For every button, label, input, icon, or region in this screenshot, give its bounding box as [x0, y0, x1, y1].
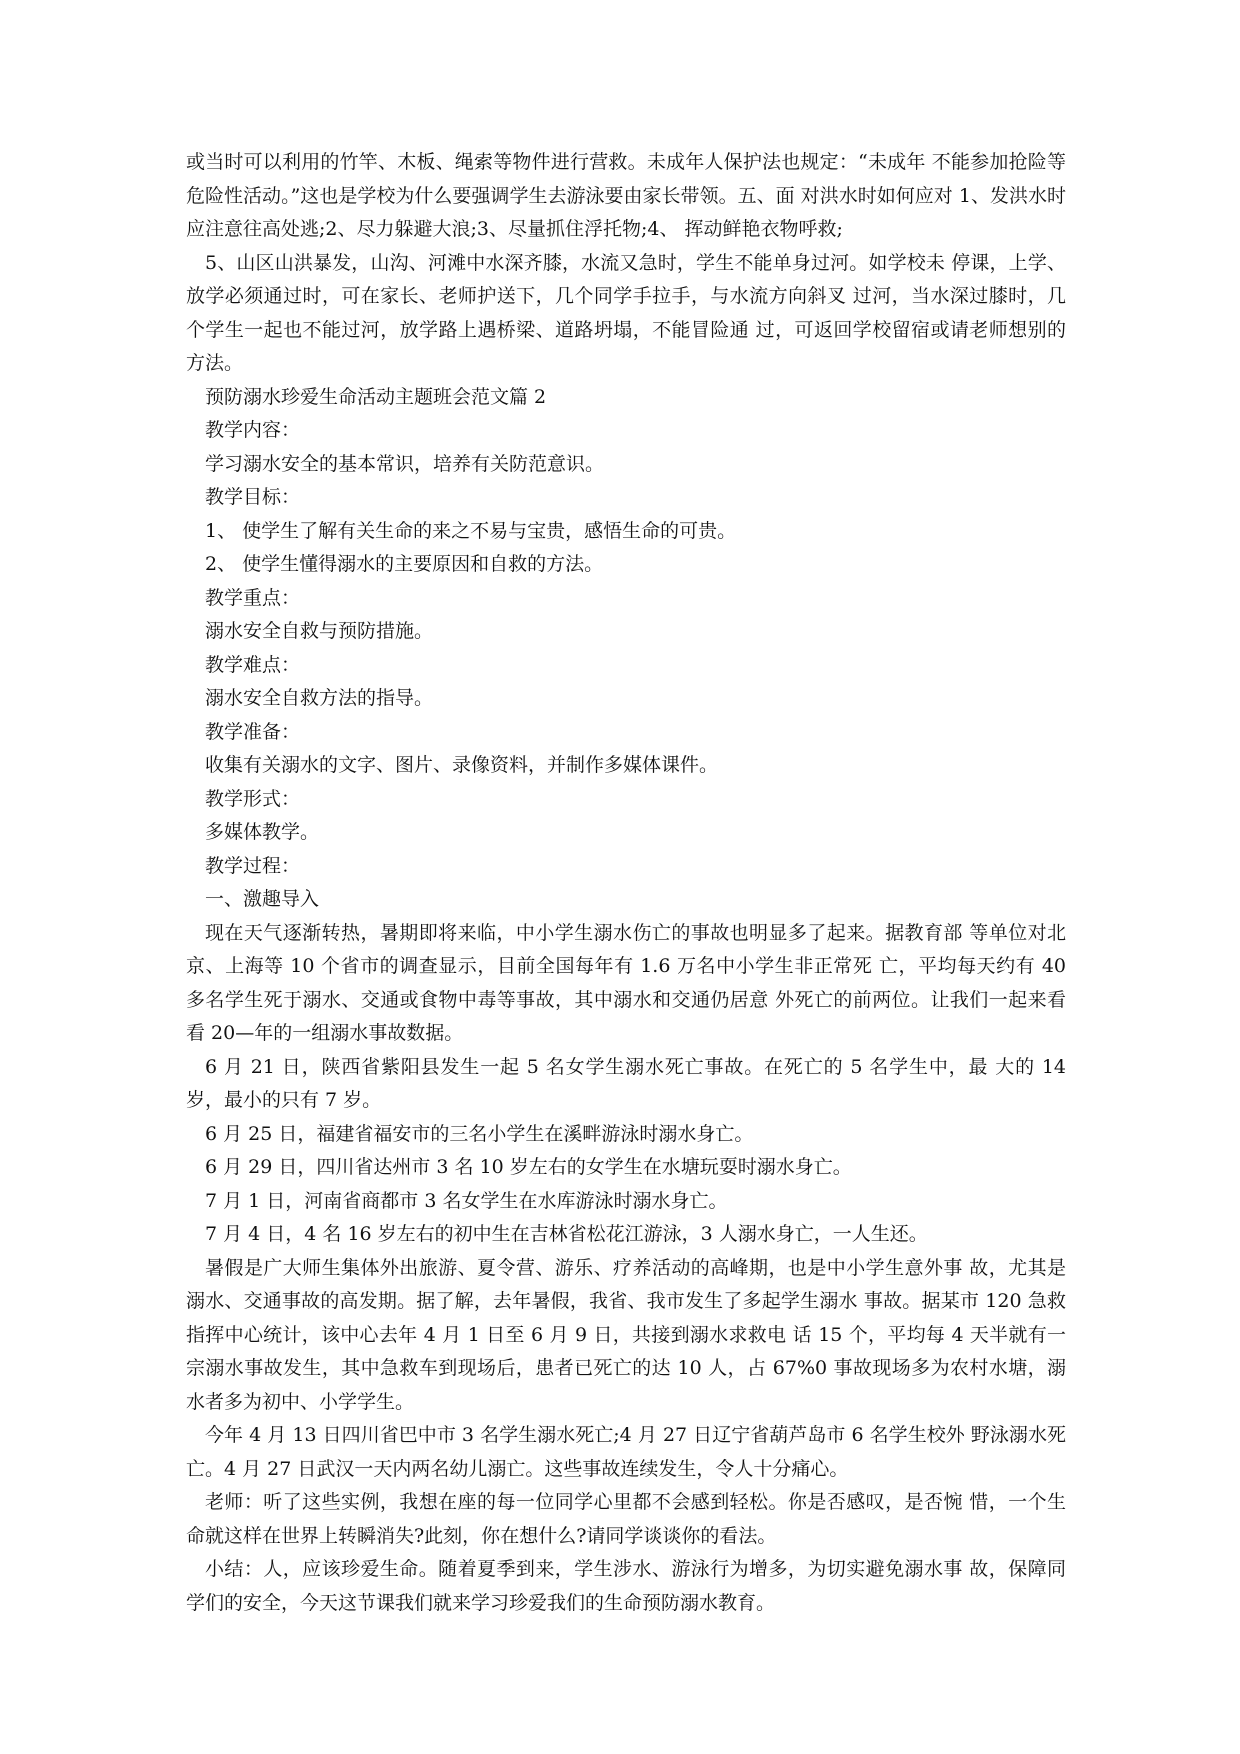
list-item: 1、 使学生了解有关生命的来之不易与宝贵，感悟生命的可贵。 [205, 519, 737, 542]
subheading-introduction: 一、激趣导入 [205, 888, 320, 910]
paragraph: 学习溺水安全的基本常识，培养有关防范意识。 [205, 452, 605, 475]
heading-preparation: 教学准备： [205, 720, 301, 743]
paragraph: 溺水安全自救方法的指导。 [205, 687, 434, 709]
paragraph: 7 月 4 日，4 名 16 岁左右的初中生在吉林省松花江游泳，3 人溺水身亡，一人生还。 [205, 1223, 928, 1245]
document-body [186, 146, 1066, 1620]
paragraph: 收集有关溺水的文字、图片、录像资料，并制作多媒体课件。 [205, 754, 719, 776]
paragraph: 今年 4 月 13 日四川省巴中市 3 名学生溺水死亡;4 月 27 日辽宁省葫芦岛市 6 名学生校外 野泳溺水死亡。4 月 27 日武汉一天内两名幼儿溺亡。这些事故连续发生，令人十分痛心。 [186, 1424, 1066, 1480]
paragraph: 暑假是广大师生集体外出旅游、夏令营、游乐、疗养活动的高峰期，也是中小学生意外事 故，尤其是溺水、交通事故的高发期。据了解，去年暑假，我省、我市发生了多起学生溺水 事故。据某市 120 急救指挥中心统计，该中心去年 4 月 1 日至 6 月 9 日，共接到溺水求救电 话 15 个，平均每 4 天半就有一宗溺水事故发生，其中急救车到现场后，患者已死亡的达 10 人，占 67%0 事故现场多为农村水塘，溺水者多为初中、小学学生。 [186, 1256, 1066, 1413]
paragraph: 7 月 1 日，河南省商都市 3 名女学生在水库游泳时溺水身亡。 [205, 1189, 728, 1212]
paragraph: 6 月 25 日，福建省福安市的三名小学生在溪畔游泳时溺水身亡。 [205, 1122, 754, 1145]
heading-teaching-content: 教学内容： [205, 419, 301, 441]
heading-difficulties: 教学难点： [205, 653, 301, 676]
paragraph: 6 月 21 日，陕西省紫阳县发生一起 5 名女学生溺水死亡事故。在死亡的 5 名学生中，最 大的 14 岁，最小的只有 7 岁。 [186, 1055, 1066, 1111]
heading-teaching-form: 教学形式： [205, 787, 301, 810]
paragraph: 多媒体教学。 [205, 821, 320, 843]
paragraph: 现在天气逐渐转热，暑期即将来临，中小学生溺水伤亡的事故也明显多了起来。据教育部 等单位对北京、上海等 10 个省市的调查显示，目前全国每年有 1.6 万名中小学生非正常死 亡，平均每天约有 40 多名学生死于溺水、交通或食物中毒等事故，其中溺水和交通仍居意 外死亡的前两位。让我们一起来看看 20—年的一组溺水事故数据。 [186, 921, 1066, 1044]
paragraph: 小结：人，应该珍爱生命。随着夏季到来，学生涉水、游泳行为增多，为切实避免溺水事 故，保障同学们的安全，今天这节课我们就来学习珍爱我们的生命预防溺水教育。 [186, 1558, 1066, 1614]
list-item: 2、 使学生懂得溺水的主要原因和自救的方法。 [205, 553, 604, 575]
heading-key-points: 教学重点： [205, 586, 301, 609]
paragraph: 老师：听了这些实例，我想在座的每一位同学心里都不会感到轻松。你是否感叹，是否惋 惜，一个生命就这样在世界上转瞬消失?此刻，你在想什么?请同学谈谈你的看法。 [186, 1491, 1066, 1547]
paragraph: 5、山区山洪暴发，山沟、河滩中水深齐膝，水流又急时，学生不能单身过河。如学校未 停课，上学、放学必须通过时，可在家长、老师护送下，几个同学手拉手，与水流方向斜叉 过河，当水深过膝时，几个学生一起也不能过河，放学路上遇桥梁、道路坍塌，不能冒险通 过，可返回学校留宿或请老师想别的方法。 [186, 251, 1066, 374]
heading-teaching-goals: 教学目标： [205, 486, 301, 508]
paragraph: 溺水安全自救与预防措施。 [205, 620, 434, 642]
paragraph: 6 月 29 日，四川省达州市 3 名 10 岁左右的女学生在水塘玩耍时溺水身亡。 [205, 1156, 852, 1178]
heading-teaching-process: 教学过程： [205, 854, 301, 877]
paragraph: 或当时可以利用的竹竿、木板、绳索等物件进行营救。未成年人保护法也规定：“未成年 不能参加抢险等危险性活动。”这也是学校为什么要强调学生去游泳要由家长带领。五、面 对洪水时如何应对 1、发洪水时应注意往高处逃;2、尽力躲避大浪;3、尽量抓住浮托物;4、 挥动鲜艳衣物呼救; [186, 151, 1066, 240]
section-title: 预防溺水珍爱生命活动主题班会范文篇 2 [205, 385, 547, 408]
